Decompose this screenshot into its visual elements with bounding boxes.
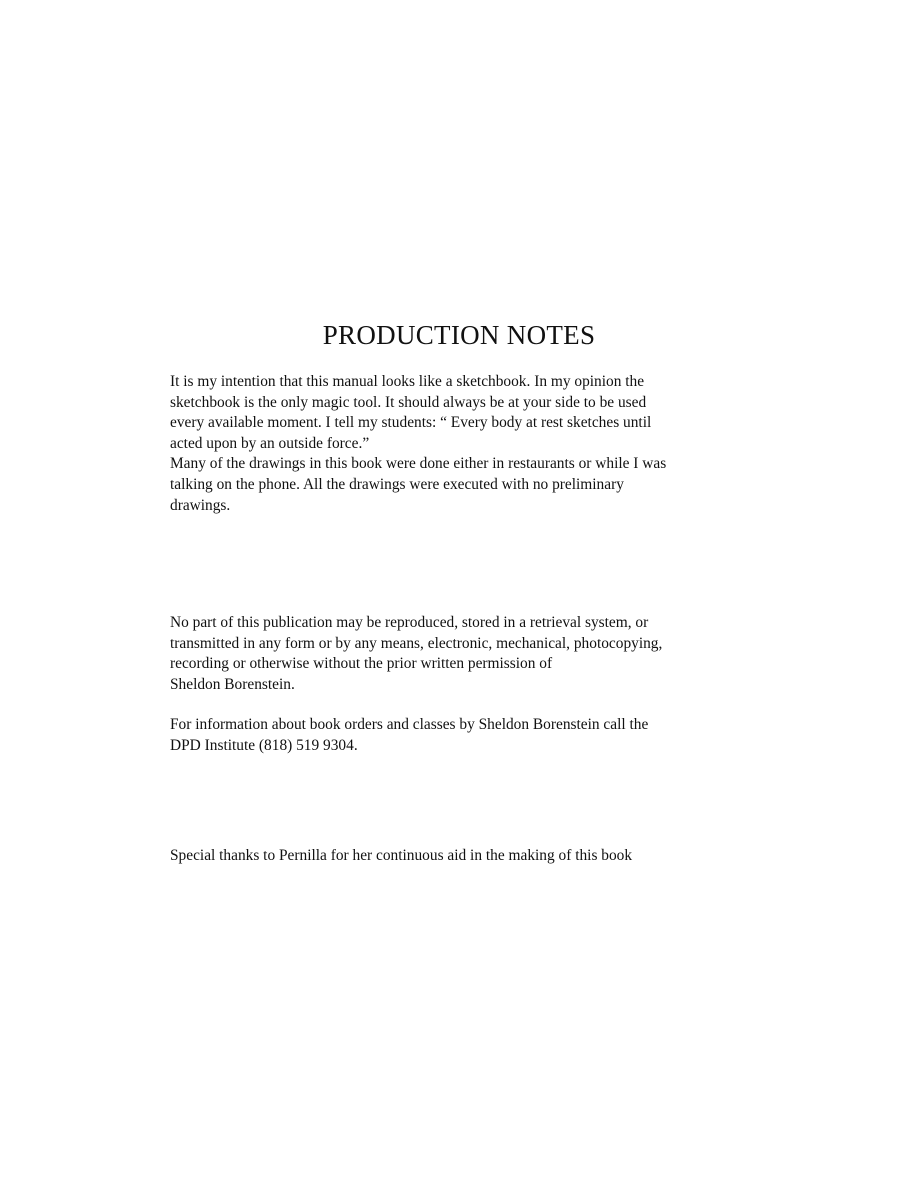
text-line: No part of this publication may be reproduced, stored in a retrieval system, or xyxy=(170,614,649,631)
orders-info xyxy=(170,715,770,756)
text-line: drawings. xyxy=(170,496,231,514)
text-line: Sheldon Borenstein. xyxy=(170,675,295,693)
text-line: recording or otherwise without the prior written permission of xyxy=(170,655,553,673)
text-line: talking on the phone. All the drawings were executed with no preliminary xyxy=(170,475,624,493)
page-title: PRODUCTION NOTES xyxy=(322,320,596,350)
text-line: It is my intention that this manual looks like a sketchbook. In my opinion the xyxy=(170,373,645,390)
text-line: transmitted in any form or by any means, electronic, mechanical, photocopying, xyxy=(170,634,663,652)
text-line: every available moment. I tell my students: “ Every body at rest sketches until xyxy=(170,414,652,432)
copyright-notice xyxy=(170,613,770,695)
text-line: DPD Institute (818) 519 9304. xyxy=(170,736,358,754)
acknowledgement xyxy=(170,846,770,867)
text-line: sketchbook is the only magic tool. It should always be at your side to be used xyxy=(170,393,647,411)
text-line: acted upon by an outside force.” xyxy=(170,434,370,452)
intro-paragraph xyxy=(170,372,770,516)
text-line: Special thanks to Pernilla for her continuous aid in the making of this book xyxy=(170,847,633,864)
text-line: Many of the drawings in this book were done either in restaurants or while I was xyxy=(170,455,667,473)
text-line: For information about book orders and classes by Sheldon Borenstein call the xyxy=(170,716,649,733)
